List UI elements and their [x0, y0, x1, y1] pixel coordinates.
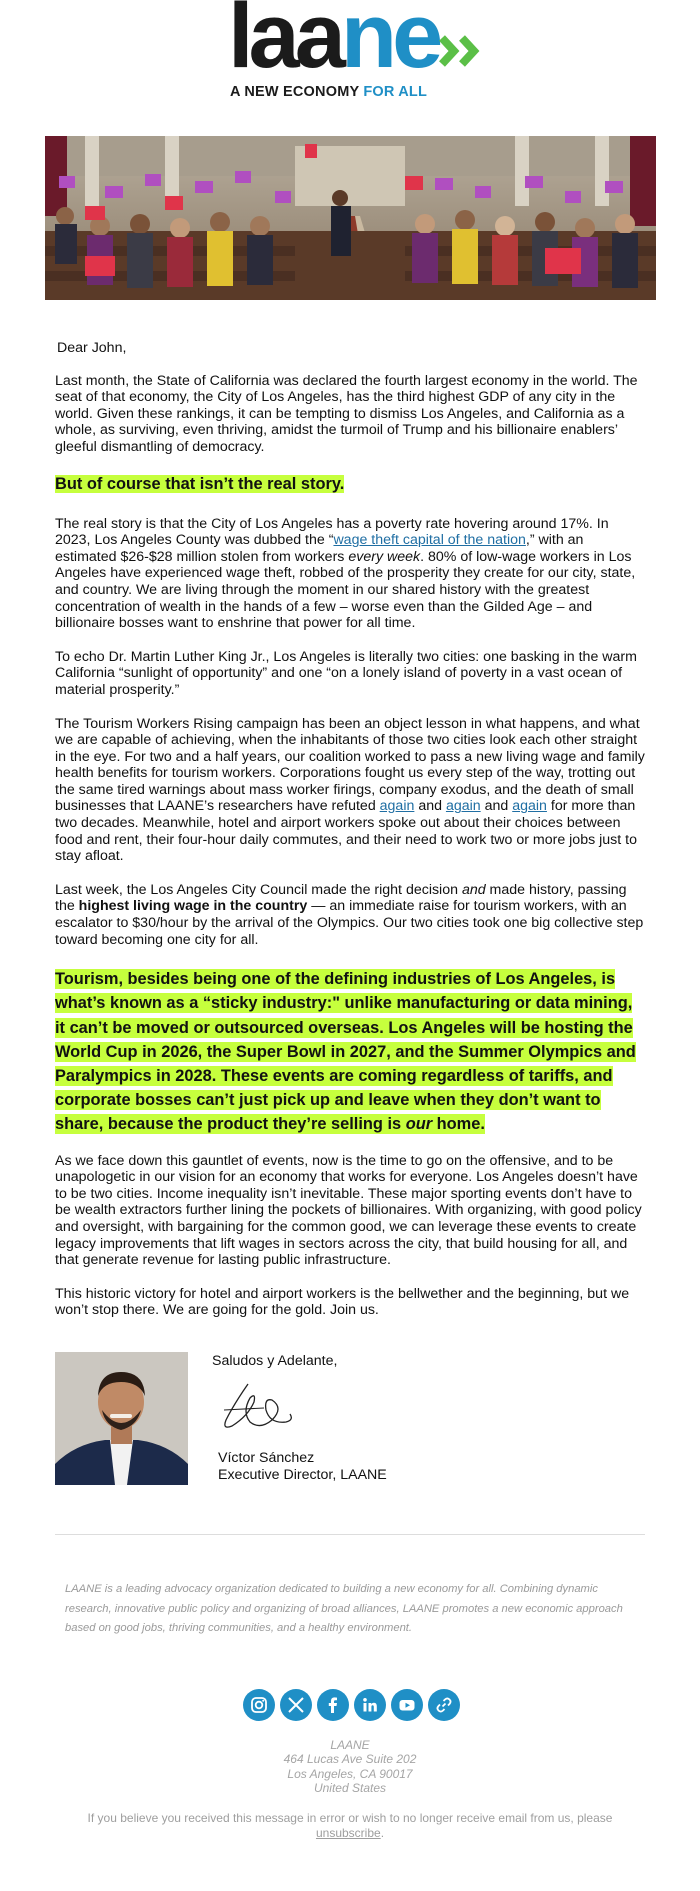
- x-icon[interactable]: [280, 1689, 312, 1721]
- paragraph-join-us: This historic victory for hotel and airport workers is the bellwether and the beginning, but we won’t stop there. We are going for the gold. Join us.: [55, 1285, 630, 1319]
- logo-tagline: A NEW ECONOMY FOR ALL: [230, 84, 427, 100]
- portrait-image: [55, 1352, 188, 1485]
- hero-photo: [45, 136, 656, 300]
- signature-scribble: [220, 1376, 300, 1438]
- callout-sticky-industry: [55, 967, 645, 1136]
- council-chamber-crowd-image: [45, 136, 656, 300]
- address-line: United States: [313, 1781, 387, 1796]
- unsubscribe-link[interactable]: unsubscribe: [315, 1826, 381, 1840]
- callout-real-story: [55, 473, 645, 495]
- highlight-text: But of course that isn’t the real story.: [55, 474, 345, 493]
- org-name: LAANE: [330, 1738, 370, 1752]
- paragraph-council-vote: Last week, the Los Angeles City Council made the right decision and made history, passing the highest living wage in the country — an immediate raise for tourism workers, with an escalator to $30/hour by the arrival of the Olympics. Our two cities took one big collective step toward becoming one city for all.: [55, 881, 644, 948]
- paragraph-mlk: To echo Dr. Martin Luther King Jr., Los Angeles is literally two cities: one basking in the warm California “sunlight of opportunity” and one “on a lonely island of poverty in a vast ocean of material prosperity.”: [55, 648, 637, 698]
- again-link-2[interactable]: again: [445, 798, 481, 815]
- paragraph-campaign: The Tourism Workers Rising campaign has been an object lesson in what happens, and what we are capable of achieving, when the inhabitants of those two cities look each other straight in the eye. For two and a half years, our coalition worked to pass a new living wage and family health benefits for tourism workers. Corporations fought us every step of the way, trotting out the same tired warnings about mass worker firings, company exodus, and the death of small businesses that LAANE’s researchers have refuted again and again and again for more than two decades. Meanwhile, hotel and airport workers spoke out about their choices between food and rent, their four-hour daily commutes, and their need to work two or more jobs just to stay afloat.: [55, 715, 645, 865]
- paragraph-real-story: The real story is that the City of Los Angeles has a poverty rate hovering around 17%. In 2023, Los Angeles County was dubbed the “wage theft capital of the nation,” with an estimated $26-$28 million stolen from workers every week. 80% of low-wage workers in Los Angeles have experienced wage theft, robbed of the prosperity they create for our city, state, and country. We are living through the moment in our shared history with the greatest concentration of wealth in the hands of a few – worse even than the Gilded Age – and billionaire bosses want to enshrine that power for all time.: [55, 515, 636, 632]
- address-line: 464 Lucas Ave Suite 202: [283, 1752, 417, 1767]
- highlight-text: Tourism, besides being one of the defining industries of Los Angeles, is what’s known as a “sticky industry:" unlike manufacturing or data mining, it can’t be moved or outsourced overseas. Los Angeles will be hosting the World Cup in 2026, the Super Bowl in 2027, and the Summer Olympics and Paralympics in 2028. These events are coming regardless of tariffs, and corporate bosses can’t just pick up and leave when they don’t want to share, because the product they’re selling is our home.: [55, 970, 636, 1134]
- signer-portrait: [55, 1352, 188, 1485]
- signer-name-title: [218, 1450, 387, 1484]
- signer-title: Executive Director, LAANE: [218, 1467, 387, 1483]
- unsubscribe-note: If you believe you received this message in error or wish to no longer receive email from us, please unsubscribe.: [87, 1811, 613, 1840]
- again-link-1[interactable]: again: [379, 798, 415, 815]
- paragraph-intro: Last month, the State of California was declared the fourth largest economy in the world. The seat of that economy, the City of Los Angeles, has the third highest GDP of any city in the world. Given these rankings, it can be tempting to dismiss Los Angeles, and California as a whole, as surviving, even thriving, amidst the turmoil of Trump and his billionaire enablers’ gleeful dismantling of democracy.: [55, 372, 638, 455]
- closing-text: Saludos y Adelante,: [212, 1353, 338, 1369]
- youtube-icon[interactable]: [391, 1689, 423, 1721]
- facebook-icon[interactable]: [317, 1689, 349, 1721]
- paragraph-offensive: As we face down this gauntlet of events, now is the time to go on the offensive, and to be unapologetic in our vision for an economy that works for everyone. Los Angeles doesn’t have to be two cities. Income inequality isn’t inevitable. These major sporting events don’t have to be wealth extractors further lining the pockets of billionaires. With organizing, with good policy and oversight, with bargaining for the common good, we can leverage these events to create legacy improvements that lift wages in sectors across the city, that build housing for all, and that generate revenue for lasting public infrastructure.: [55, 1152, 642, 1269]
- about-laane: LAANE is a leading advocacy organization dedicated to building a new economy for all. Combining dynamic research, innovative public policy and organizing of broad alliances, LAANE promotes a new economic approach based on good jobs, thriving communities, and a healthy environment.: [65, 1583, 623, 1634]
- link-icon[interactable]: [428, 1689, 460, 1721]
- footer-divider: [55, 1534, 645, 1535]
- laane-logo[interactable]: [228, 0, 478, 100]
- signature-block: [55, 1352, 645, 1488]
- wage-theft-link[interactable]: wage theft capital of the nation: [333, 532, 526, 549]
- again-link-3[interactable]: again: [512, 798, 547, 815]
- logo-wordmark: laane: [228, 0, 439, 87]
- letter-body: [55, 340, 645, 1336]
- linkedin-icon[interactable]: [354, 1689, 386, 1721]
- social-links: [243, 1689, 463, 1723]
- address-line: Los Angeles, CA 90017: [287, 1766, 413, 1781]
- chevrons-right-icon: [438, 34, 490, 68]
- signer-name: Víctor Sánchez: [218, 1450, 315, 1466]
- greeting: Dear John,: [57, 340, 127, 356]
- mailing-address: [200, 1738, 500, 1796]
- instagram-icon[interactable]: [243, 1689, 275, 1721]
